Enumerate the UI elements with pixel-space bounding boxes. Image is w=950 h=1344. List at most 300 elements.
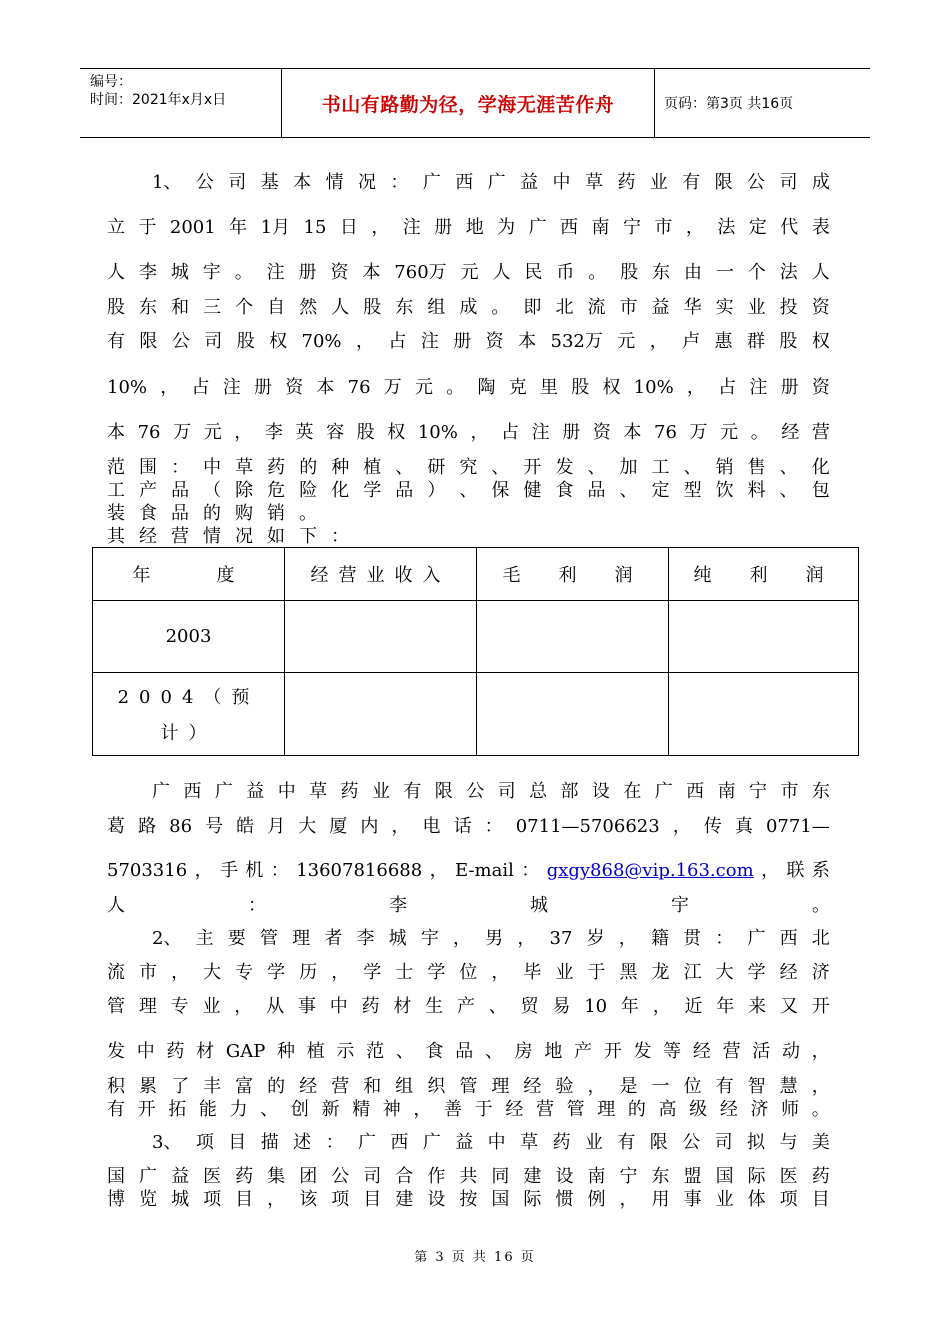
text-token: 经 — [781, 422, 800, 443]
text-token: 宁 — [622, 217, 641, 238]
text-token: 万 — [383, 377, 402, 398]
text-token: 集 — [267, 1166, 286, 1187]
header-divider — [654, 69, 655, 137]
text-token: 药 — [361, 996, 380, 1017]
text-line — [107, 262, 830, 284]
text-token: 开 — [137, 1099, 156, 1120]
text-token: 发 — [107, 1041, 125, 1062]
text-token: ， — [355, 331, 374, 352]
text-token: 路 — [138, 816, 157, 837]
text-line — [107, 457, 830, 479]
text-token: 资 — [330, 262, 349, 283]
text-token: 城 — [171, 1189, 190, 1210]
text-token: 营 — [722, 1041, 741, 1062]
text-token: 项 — [779, 1189, 798, 1210]
text-token: 。 — [811, 1099, 830, 1120]
text-token: 种 — [331, 457, 350, 478]
text-token: 中 — [487, 1132, 506, 1153]
text-token: 市 — [619, 297, 638, 318]
text-token: 发 — [633, 1041, 652, 1062]
text-token: 经 — [779, 962, 798, 983]
text-token: 人 — [331, 297, 350, 318]
text-token: 克 — [508, 377, 527, 398]
text-token: 年 — [716, 996, 735, 1017]
text-token: 本 — [293, 172, 312, 193]
text-token: 大 — [203, 962, 222, 983]
text-token: 群 — [746, 331, 765, 352]
text-token: 情 — [325, 172, 344, 193]
text-token: 活 — [752, 1041, 771, 1062]
text-token: 西 — [779, 928, 798, 949]
text-token: 为 — [497, 217, 516, 238]
text-token: 济 — [750, 1099, 769, 1120]
text-token: 业 — [747, 297, 766, 318]
text-token: 北 — [811, 928, 830, 949]
text-token: 药 — [267, 457, 286, 478]
text-token: 营 — [535, 1099, 554, 1120]
text-token: 精 — [352, 1099, 371, 1120]
text-token: 民 — [524, 262, 543, 283]
text-token: 70% — [301, 331, 342, 352]
text-token: 管 — [566, 1099, 585, 1120]
text-token: 人 — [107, 895, 125, 916]
text-token: 法 — [717, 217, 736, 238]
table-row — [93, 673, 859, 756]
text-token: 品 — [395, 480, 414, 501]
text-token: 和 — [171, 297, 190, 318]
text-token: 定 — [748, 217, 767, 238]
text-token: 流 — [587, 297, 606, 318]
text-token: 股 — [356, 422, 375, 443]
text-token: 况 — [235, 526, 253, 547]
text-token: ， — [234, 996, 253, 1017]
text-line — [107, 422, 830, 444]
text-token: 限 — [434, 781, 453, 802]
text-token: 男 — [485, 928, 504, 949]
text-token: 创 — [290, 1099, 309, 1120]
text-token: 发 — [555, 457, 574, 478]
text-token: 广 — [422, 172, 441, 193]
text-token: 贸 — [520, 996, 539, 1017]
text-token: 能 — [198, 1099, 217, 1120]
text-token: 。 — [491, 297, 510, 318]
text-token: 有 — [682, 172, 701, 193]
page-footer: 第 3 页 共 16 页 — [414, 1250, 536, 1265]
text-token: 近 — [684, 996, 703, 1017]
text-token: ， — [391, 816, 410, 837]
text-token: 经 — [719, 1099, 738, 1120]
text-token: 即 — [523, 297, 542, 318]
text-token: 在 — [623, 781, 642, 802]
text-token: 股 — [571, 377, 590, 398]
text-token: 公 — [195, 172, 214, 193]
text-token: 学 — [363, 480, 382, 501]
text-token: 食 — [555, 480, 574, 501]
text-token: 贯 — [683, 928, 702, 949]
text-token: 司 — [714, 1132, 733, 1153]
text-token: 设 — [427, 1189, 446, 1210]
text-token: ， — [811, 1076, 830, 1097]
year-line-2: 计） — [160, 723, 217, 744]
text-token: 药 — [166, 1041, 185, 1062]
text-token: 占 — [191, 377, 210, 398]
text-token: 保 — [491, 480, 510, 501]
text-token: 北 — [555, 297, 574, 318]
text-token: 部 — [560, 781, 579, 802]
text-line — [107, 1076, 830, 1098]
text-token: 1月 — [260, 217, 291, 238]
text-token: 、 — [779, 457, 798, 478]
text-token: 组 — [395, 1076, 414, 1097]
text-token: 表 — [811, 217, 830, 238]
text-token: 容 — [326, 422, 345, 443]
text-token: ， — [453, 928, 471, 949]
text-token: 经 — [523, 1076, 542, 1097]
text-token: 专 — [170, 996, 189, 1017]
text-line — [107, 1099, 830, 1121]
text-token: 产 — [139, 480, 158, 501]
text-token: 西 — [560, 217, 579, 238]
text-token: 15 — [303, 217, 327, 238]
text-token: 地 — [465, 217, 484, 238]
text-token: 植 — [363, 457, 382, 478]
text-token: 料 — [747, 480, 766, 501]
text-token: 10% — [417, 422, 458, 443]
text-token: 限 — [649, 1132, 668, 1153]
text-token: 饮 — [715, 480, 734, 501]
text-token: 南 — [587, 1166, 606, 1187]
text-token: ， — [234, 422, 253, 443]
text-token: 真 — [734, 816, 753, 837]
text-token: 86 — [169, 816, 193, 837]
text-token: 元 — [720, 422, 739, 443]
text-token: 然 — [299, 297, 318, 318]
text-token: 经 — [692, 1041, 711, 1062]
text-token: 岁 — [586, 928, 605, 949]
text-token: 同 — [491, 1166, 510, 1187]
text-token: 和 — [363, 1076, 382, 1097]
text-token: 益 — [455, 1132, 474, 1153]
text-token: 、 — [395, 457, 414, 478]
text-token: 注 — [749, 377, 768, 398]
text-token: 示 — [336, 1041, 355, 1062]
text-token: 日 — [339, 217, 358, 238]
text-token: 由 — [684, 262, 703, 283]
text-token: 江 — [683, 962, 702, 983]
text-token: 册 — [298, 262, 317, 283]
text-token: 美 — [811, 1132, 830, 1153]
text-token: 东 — [652, 262, 671, 283]
text-token: ： — [171, 457, 190, 478]
text-token: ， — [171, 962, 190, 983]
text-token: 理 — [292, 928, 311, 949]
text-token: 流 — [107, 962, 125, 983]
text-token: 情 — [203, 526, 221, 547]
text-token: 中 — [136, 1041, 155, 1062]
text-token: 权 — [602, 377, 621, 398]
text-token: 广 — [152, 781, 170, 802]
text-token: E-mail — [455, 860, 514, 881]
text-token: 大 — [715, 962, 734, 983]
text-line — [107, 526, 830, 548]
text-token: 如 — [267, 526, 285, 547]
text-token: 宁 — [619, 1166, 638, 1187]
text-token: 专 — [235, 962, 254, 983]
text-token: 研 — [427, 457, 446, 478]
text-token: 危 — [267, 480, 286, 501]
text-token: 、 — [488, 996, 507, 1017]
header-motto: 书山有路勤为径，学海无涯苦作舟 — [321, 93, 615, 116]
text-token: 、 — [484, 1041, 503, 1062]
text-token: 万 — [173, 422, 192, 443]
text-token: ， — [413, 1099, 432, 1120]
text-token: 其 — [107, 526, 125, 547]
text-token: 立 — [107, 217, 125, 238]
text-token: 际 — [747, 1166, 766, 1187]
text-token: 、 — [459, 480, 478, 501]
text-token: 药 — [552, 1132, 571, 1153]
text-token: 广 — [422, 1132, 441, 1153]
text-token: 究 — [459, 457, 478, 478]
text-token: 管 — [259, 928, 278, 949]
text-token: 人 — [107, 262, 125, 283]
text-token: 植 — [306, 1041, 325, 1062]
table-cell — [285, 673, 477, 756]
table-row — [93, 601, 859, 673]
text-token: 。 — [234, 262, 253, 283]
text-token: ： — [715, 928, 734, 949]
text-token: 资 — [592, 422, 611, 443]
text-token: 险 — [299, 480, 318, 501]
text-token: 资 — [285, 377, 304, 398]
text-token: 销 — [267, 503, 285, 524]
text-token: 业 — [649, 172, 668, 193]
text-token: （ — [203, 480, 222, 501]
email-link[interactable]: gxgy868@vip.163.com — [546, 860, 754, 881]
text-token: 资 — [811, 377, 830, 398]
text-token: 与 — [779, 1132, 798, 1153]
text-token: 营 — [171, 526, 189, 547]
text-token: 、 — [395, 1041, 414, 1062]
text-token: 2001 — [169, 217, 216, 238]
text-token: 532万 — [550, 331, 603, 352]
text-token: 该 — [299, 1189, 318, 1210]
text-token: 业 — [584, 1132, 603, 1153]
text-token: ， — [685, 217, 704, 238]
text-token: 。 — [812, 895, 830, 916]
text-token: 理 — [597, 1099, 616, 1120]
text-token: 西 — [686, 781, 705, 802]
table-header-row — [93, 548, 859, 601]
text-token: 、 — [491, 457, 510, 478]
text-token: 10 — [584, 996, 608, 1017]
text-token: 的 — [627, 1099, 646, 1120]
text-token: 西 — [455, 172, 474, 193]
text-token: 厦 — [329, 816, 348, 837]
text-token: 包 — [811, 480, 830, 501]
text-token: 宁 — [749, 781, 768, 802]
text-token: ， — [761, 860, 780, 881]
text-token: 历 — [299, 962, 318, 983]
text-token: 年 — [620, 996, 639, 1017]
text-token: 材 — [393, 996, 412, 1017]
text-token: 位 — [459, 962, 478, 983]
text-token: 于 — [474, 1099, 493, 1120]
text-token: 册 — [780, 377, 799, 398]
text-token: 师 — [781, 1099, 800, 1120]
text-token: 西 — [390, 1132, 409, 1153]
text-token: 拟 — [747, 1132, 766, 1153]
text-token: 占 — [388, 331, 407, 352]
text-token: ， — [652, 996, 671, 1017]
text-token: 销 — [715, 457, 734, 478]
text-token: 下 — [299, 526, 317, 547]
text-token: 药 — [340, 781, 359, 802]
text-token: 药 — [811, 1166, 830, 1187]
text-token: ： — [325, 1132, 344, 1153]
text-token: 手 — [219, 860, 238, 881]
text-token: ， — [491, 962, 510, 983]
text-token: 市 — [780, 781, 799, 802]
text-token: 元 — [415, 377, 434, 398]
text-token: 广 — [654, 781, 673, 802]
text-token: 司 — [779, 172, 798, 193]
text-line — [107, 1189, 830, 1211]
text-token: 东 — [395, 297, 414, 318]
text-token: ： — [521, 860, 540, 881]
text-token: 公 — [466, 781, 485, 802]
text-token: 拓 — [168, 1099, 187, 1120]
table-cell — [477, 601, 669, 673]
text-token: 中 — [329, 996, 348, 1017]
text-token: 元 — [460, 262, 479, 283]
text-token: 三 — [203, 297, 222, 318]
text-token: 事 — [683, 1189, 702, 1210]
text-token: 10% — [633, 377, 674, 398]
text-token: 宇 — [671, 895, 689, 916]
text-token: ， — [649, 331, 668, 352]
text-token: 草 — [584, 172, 603, 193]
text-token: 易 — [552, 996, 571, 1017]
text-token: 品 — [455, 1041, 474, 1062]
text-token: 地 — [544, 1041, 563, 1062]
text-token: 化 — [811, 457, 830, 478]
text-token: 本 — [362, 262, 381, 283]
header-page-info: 页码：第3页 共16页 — [664, 96, 794, 112]
text-token: 草 — [520, 1132, 539, 1153]
text-token: 食 — [425, 1041, 444, 1062]
table-cell — [669, 673, 859, 756]
text-token: 慧 — [779, 1076, 798, 1097]
text-token: 健 — [523, 480, 542, 501]
text-token: 公 — [682, 1132, 701, 1153]
text-token: 。 — [446, 377, 465, 398]
text-line — [107, 377, 830, 399]
text-token: 限 — [714, 172, 733, 193]
text-token: ， — [618, 928, 637, 949]
text-token: 权 — [811, 331, 830, 352]
table-cell-year — [93, 673, 285, 756]
text-token: ， — [587, 1076, 606, 1097]
text-token: 。 — [588, 262, 607, 283]
text-token: 国 — [715, 1166, 734, 1187]
text-token: 自 — [267, 297, 286, 318]
text-token: 司 — [228, 172, 247, 193]
text-token: ： — [390, 172, 409, 193]
text-token: 品 — [587, 480, 606, 501]
text-token: 按 — [459, 1189, 478, 1210]
text-token: 又 — [779, 996, 798, 1017]
text-token: 、 — [587, 457, 606, 478]
text-token: 一 — [651, 1076, 670, 1097]
text-token: 织 — [427, 1076, 446, 1097]
text-token: 定 — [651, 480, 670, 501]
text-token: 元 — [617, 331, 636, 352]
text-token: 李 — [138, 262, 157, 283]
text-token: 5703316 — [107, 860, 188, 881]
text-token: 皓 — [236, 816, 255, 837]
text-token: 业 — [202, 996, 221, 1017]
text-token: 食 — [139, 503, 157, 524]
text-token: 投 — [779, 297, 798, 318]
text-token: 目 — [235, 1189, 254, 1210]
text-line — [107, 217, 830, 239]
text-token: 资 — [811, 297, 830, 318]
text-token: 学 — [267, 962, 286, 983]
text-token: 英 — [295, 422, 314, 443]
text-token: 760万 — [394, 262, 447, 283]
table-header-cell: 经营业收入 — [285, 548, 477, 601]
table-cell — [477, 673, 669, 756]
text-token: 建 — [395, 1189, 414, 1210]
text-token: 开 — [523, 457, 542, 478]
text-token: 验 — [555, 1076, 574, 1097]
text-line — [107, 1041, 830, 1063]
operations-table — [92, 547, 859, 756]
text-token: 76 — [654, 422, 677, 443]
text-token: 经 — [299, 1076, 318, 1097]
text-line — [107, 996, 830, 1018]
text-token: ： — [331, 526, 349, 547]
text-token: 目 — [811, 1189, 830, 1210]
text-token: 公 — [747, 172, 766, 193]
text-token: 积 — [107, 1076, 125, 1097]
text-token: 注 — [531, 422, 550, 443]
text-token: 惠 — [714, 331, 733, 352]
text-token: 。 — [299, 503, 317, 524]
text-token: 智 — [747, 1076, 766, 1097]
text-token: ， — [619, 1189, 638, 1210]
text-token: 除 — [235, 480, 254, 501]
text-token: 士 — [395, 962, 414, 983]
text-token: 经 — [505, 1099, 524, 1120]
text-token: 册 — [562, 422, 581, 443]
text-token: 股 — [236, 331, 255, 352]
text-token: 成 — [459, 297, 478, 318]
text-token: 的 — [299, 457, 318, 478]
text-token: 本 — [623, 422, 642, 443]
text-token: 药 — [235, 1166, 254, 1187]
text-token: 目 — [228, 1132, 247, 1153]
text-token: 城 — [530, 895, 548, 916]
text-token: 丰 — [203, 1076, 222, 1097]
text-token: 动 — [781, 1041, 800, 1062]
text-token: 注 — [266, 262, 285, 283]
text-token: 善 — [444, 1099, 463, 1120]
text-token: 话 — [453, 816, 472, 837]
text-token: ， — [672, 816, 691, 837]
text-token: 股 — [779, 331, 798, 352]
